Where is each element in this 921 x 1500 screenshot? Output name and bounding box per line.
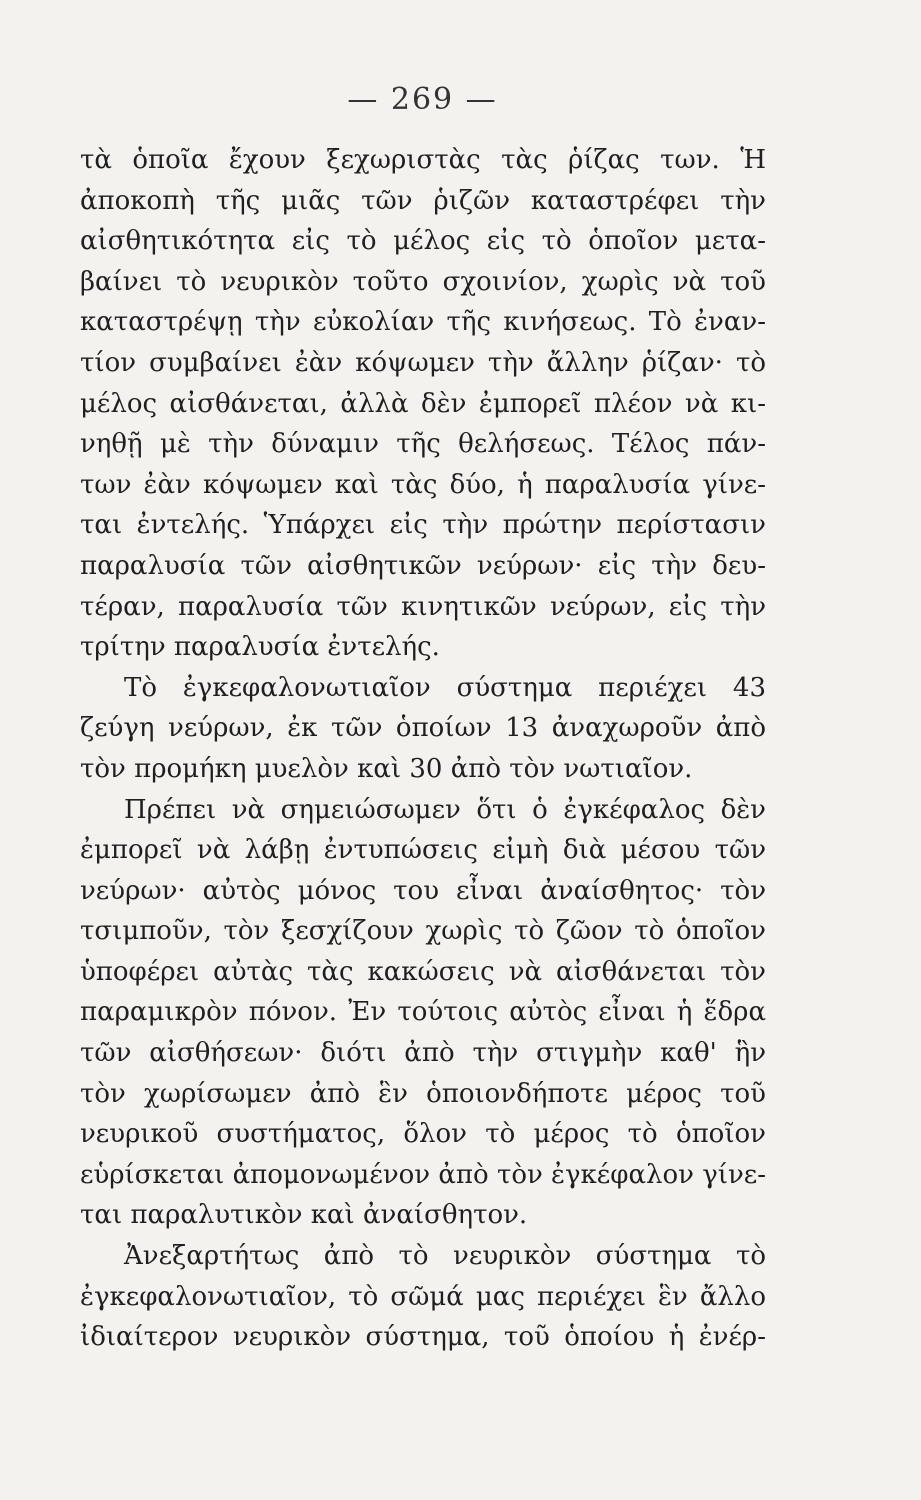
text-line: των ἐὰν κόψωμεν καὶ τὰς δύο, ἡ παραλυσία γίνε- [80, 469, 766, 500]
text-line: ἰδιαίτερον νευρικὸν σύστημα, τοῦ ὁποίου ἡ ἐνέρ- [80, 1322, 766, 1353]
text-line: νευρικοῦ συστήματος, ὅλον τὸ μέρος τὸ ὁποῖον [80, 1119, 766, 1150]
page-number-header: — 269 — [347, 82, 498, 117]
text-line: Πρέπει νὰ σημειώσωμεν ὅτι ὁ ἐγκέφαλος δὲν [124, 794, 766, 825]
text-line: ἐγκεφαλονωτιαῖον, τὸ σῶμά μας περιέχει ἓν ἄλλο [80, 1281, 766, 1312]
text-line: παραλυσία τῶν αἰσθητικῶν νεύρων· εἰς τὴν δευ- [80, 550, 766, 581]
text-line: τρίτην παραλυσία ἐντελής. [80, 632, 440, 663]
text-line: τίον συμβαίνει ἐὰν κόψωμεν τὴν ἄλλην ῥίζαν· τὸ [80, 347, 766, 378]
text-line: τῶν αἰσθήσεων· διότι ἀπὸ τὴν στιγμὴν καθ' ἣν [80, 1038, 766, 1069]
text-line: Ἀνεξαρτήτως ἀπὸ τὸ νευρικὸν σύστημα τὸ [124, 1241, 766, 1272]
text-line: μέλος αἰσθάνεται, ἀλλὰ δὲν ἐμπορεῖ πλέον νὰ κι- [80, 388, 766, 419]
text-line: εὑρίσκεται ἀπομονωμένον ἀπὸ τὸν ἐγκέφαλον γίνε- [80, 1159, 766, 1190]
text-line: Τὸ ἐγκεφαλονωτιαῖον σύστημα περιέχει 43 [124, 672, 766, 703]
text-line: ται ἐντελής. Ὑπάρχει εἰς τὴν πρώτην περίστασιν [80, 510, 766, 541]
text-line: τὸν χωρίσωμεν ἀπὸ ἓν ὁποιονδήποτε μέρος τοῦ [80, 1078, 766, 1109]
text-line: ἀποκοπὴ τῆς μιᾶς τῶν ῥιζῶν καταστρέφει τὴν [80, 185, 766, 216]
text-line: καταστρέψῃ τὴν εὐκολίαν τῆς κινήσεως. Τὸ ἐναν- [80, 307, 766, 338]
text-line: τὸν προμήκη μυελὸν καὶ 30 ἀπὸ τὸν νωτιαῖον. [80, 753, 693, 784]
text-line: ται παραλυτικὸν καὶ ἀναίσθητον. [80, 1200, 528, 1231]
text-line: νηθῇ μὲ τὴν δύναμιν τῆς θελήσεως. Τέλος πάν- [80, 429, 766, 460]
text-line: ὑποφέρει αὐτὰς τὰς κακώσεις νὰ αἰσθάνεται τὸν [80, 956, 766, 987]
text-line: αἰσθητικότητα εἰς τὸ μέλος εἰς τὸ ὁποῖον μετα- [80, 226, 766, 257]
text-line: νεύρων· αὐτὸς μόνος του εἶναι ἀναίσθητος· τὸν [80, 875, 766, 906]
text-line: παραμικρὸν πόνον. Ἐν τούτοις αὐτὸς εἶναι ἡ ἕδρα [80, 997, 766, 1028]
text-line: ζεύγη νεύρων, ἐκ τῶν ὁποίων 13 ἀναχωροῦν ἀπὸ [80, 713, 766, 744]
text-line: βαίνει τὸ νευρικὸν τοῦτο σχοινίον, χωρὶς νὰ τοῦ [80, 266, 766, 297]
text-line: τὰ ὁποῖα ἔχουν ξεχωριστὰς τὰς ῥίζας των. Ἡ [80, 145, 766, 175]
text-line: ἐμπορεῖ νὰ λάβῃ ἐντυπώσεις εἰμὴ διὰ μέσου τῶν [80, 835, 766, 866]
text-line: τσιμποῦν, τὸν ξεσχίζουν χωρὶς τὸ ζῶον τὸ ὁποῖον [80, 916, 766, 947]
text-line: τέραν, παραλυσία τῶν κινητικῶν νεύρων, εἰς τὴν [80, 591, 766, 622]
body-text [80, 140, 766, 1358]
